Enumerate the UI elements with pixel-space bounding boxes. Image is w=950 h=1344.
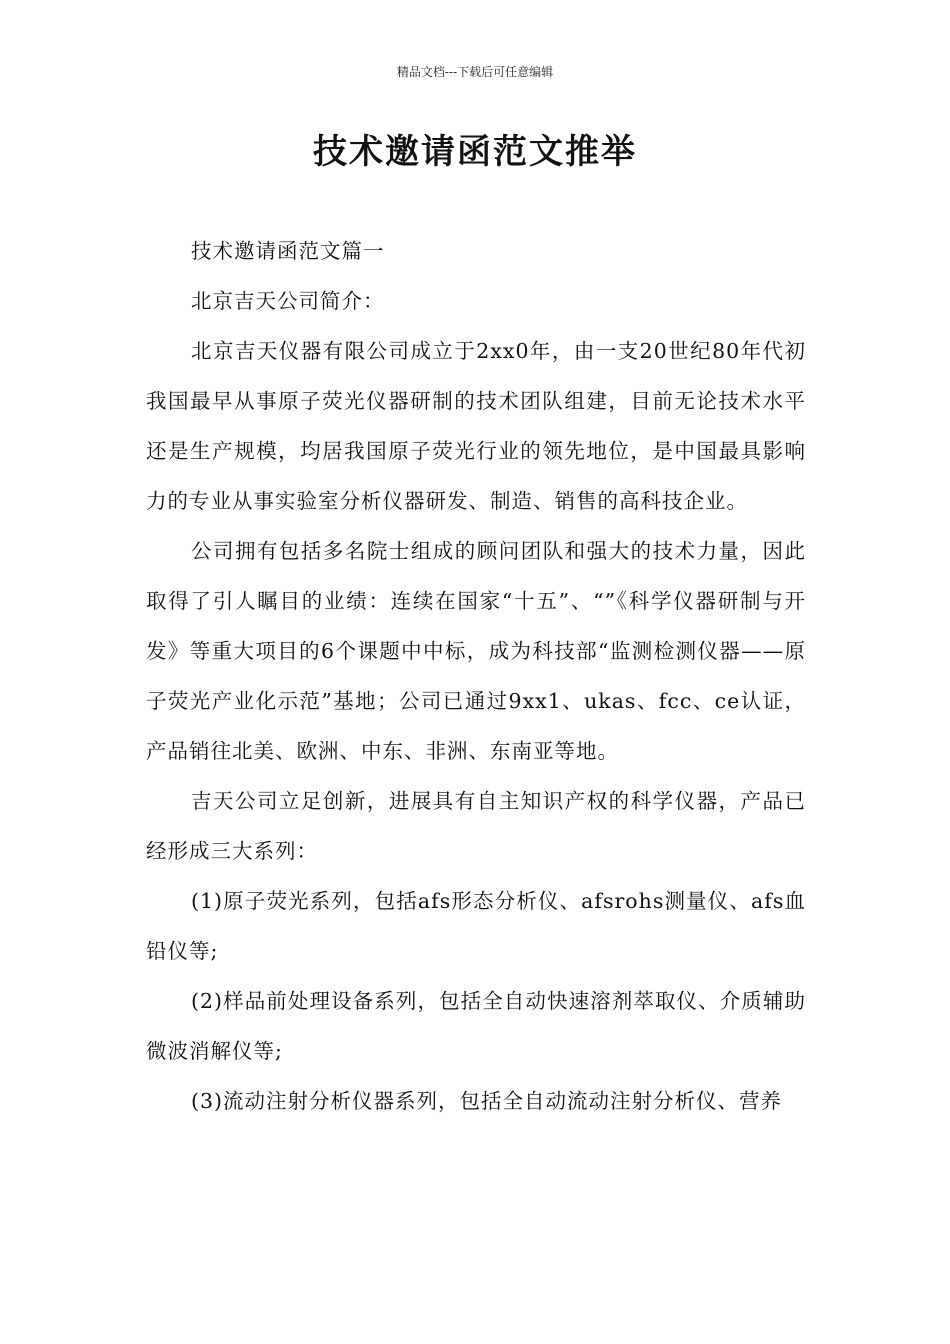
list-item-series-1: (1)原子荧光系列，包括afs形态分析仪、afsrohs测量仪、afs血铅仪等;: [146, 889, 806, 963]
list-item-series-2: (2)样品前处理设备系列，包括全自动快速溶剂萃取仪、介质辅助微波消解仪等;: [146, 989, 806, 1063]
page-header: 精品文档---下载后可任意编辑: [396, 65, 554, 79]
document-body: [146, 226, 806, 1126]
paragraph-product-series-intro: 吉天公司立足创新，进展具有自主知识产权的科学仪器，产品已经形成三大系列：: [146, 789, 806, 863]
section-heading: 技术邀请函范文篇一: [191, 239, 385, 263]
document-title: 技术邀请函范文推举: [313, 132, 637, 172]
company-intro-heading: 北京吉天公司简介：: [191, 289, 385, 313]
list-item-series-3: (3)流动注射分析仪器系列，包括全自动流动注射分析仪、营养: [191, 1089, 783, 1113]
paragraph-company-history: 北京吉天仪器有限公司成立于2xx0年，由一支20世纪80年代初我国最早从事原子荧光仪器研制的技术团队组建，目前无论技术水平还是生产规模，均居我国原子荧光行业的领先地位，是中国最具影响力的专业从事实验室分析仪器研发、制造、销售的高科技企业。: [146, 339, 806, 513]
paragraph-company-achievements: 公司拥有包括多名院士组成的顾问团队和强大的技术力量，因此取得了引人瞩目的业绩：连续在国家“十五”、“”《科学仪器研制与开发》等重大项目的6个课题中中标，成为科技部“监测检测仪器——原子荧光产业化示范”基地；公司已通过9xx1、ukas、fcc、ce认证，产品销往北美、欧洲、中东、非洲、东南亚等地。: [146, 539, 806, 763]
